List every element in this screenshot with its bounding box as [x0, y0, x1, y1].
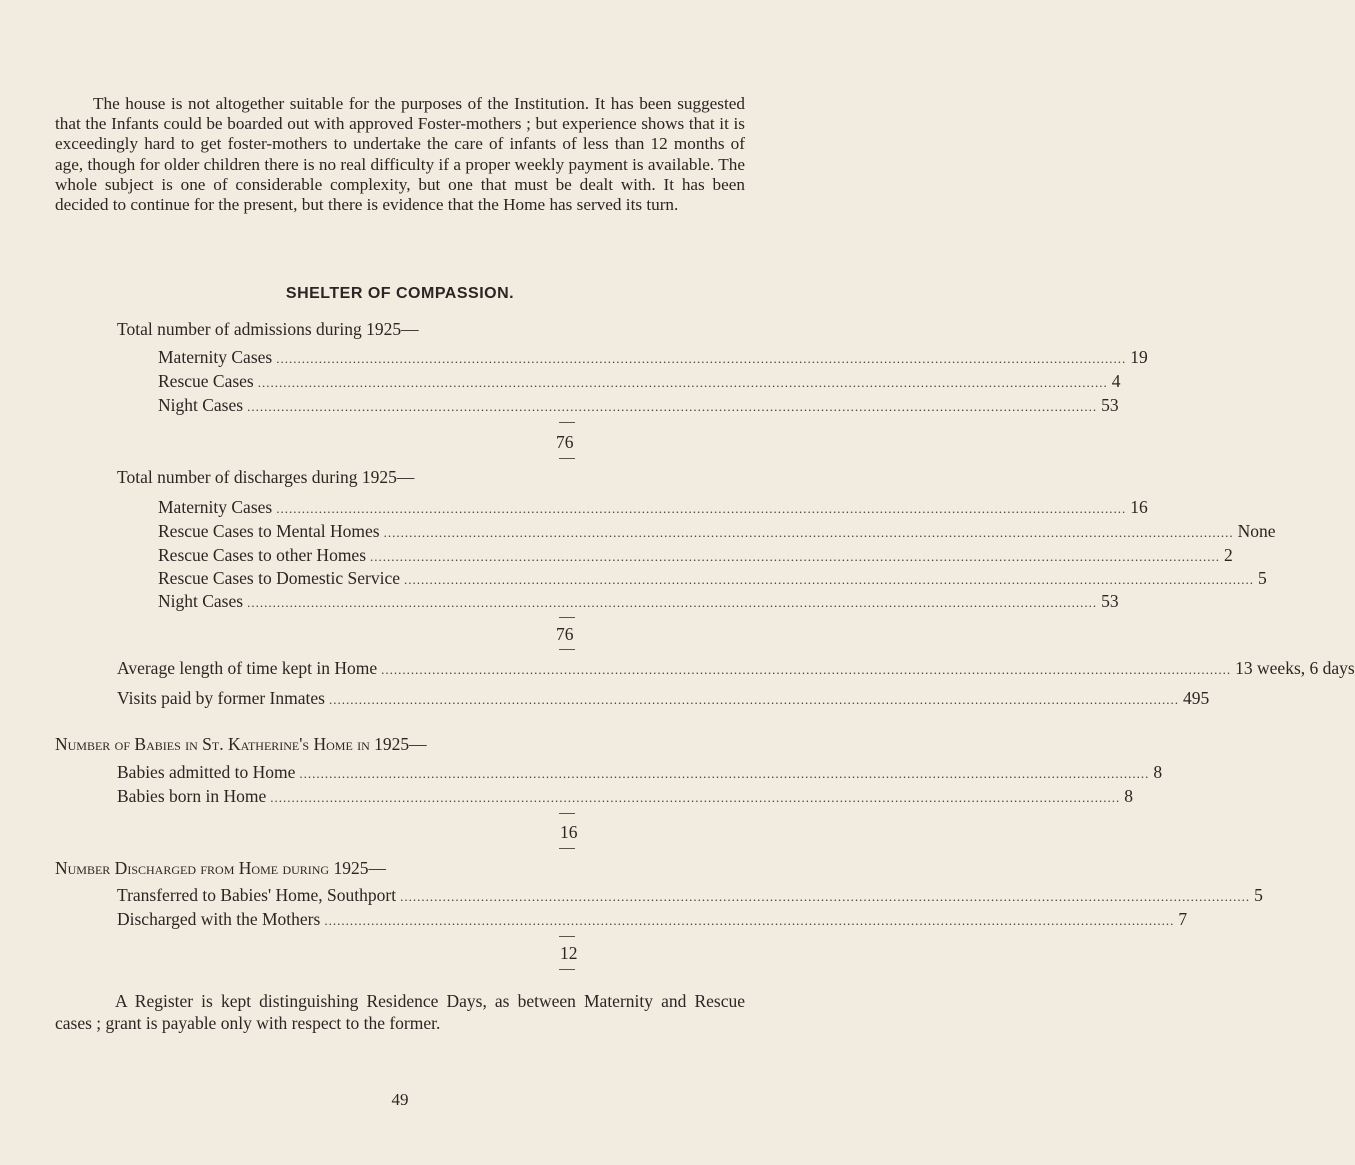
leader-dots: ........................................................................................................................................................................................................: [270, 790, 1121, 805]
row-value: 2: [1224, 545, 1233, 565]
row-value: 4: [1111, 371, 1121, 391]
intro-paragraph: The house is not altogether suitable for the purposes of the Institution. It has been suggested that the Infants could be boarded out with approved Foster-mothers ; but experience shows that it is exceedingly hard to get foster-mothers to undertake the care of infants of less than 12 months of age, though for older children there is no real difficulty if a proper weekly payment is available. The whole subject is one of considerable complexity, but one that must be dealt with. It has been decided to continue for the present, but there is evidence that the Home has served its turn.: [55, 94, 745, 215]
admissions-total: 76: [556, 432, 574, 452]
sum-rule: [559, 969, 575, 970]
page-number: 49: [391, 1090, 409, 1109]
admissions-row: [158, 345, 1148, 369]
babies-row: [117, 760, 1163, 784]
leader-dots: ........................................................................................................................................................................................................: [247, 595, 1098, 610]
row-label: Rescue Cases to other Homes: [158, 545, 367, 565]
sum-rule: [559, 848, 575, 849]
row-value: 19: [1130, 347, 1148, 367]
sum-rule: [559, 422, 575, 423]
row-label: Maternity Cases: [158, 497, 273, 517]
row-label: Average length of time kept in Home: [117, 658, 378, 678]
babies-total: 16: [560, 822, 578, 842]
sum-rule: [559, 617, 575, 618]
row-label: Transferred to Babies' Home, Southport: [117, 885, 397, 905]
leader-dots: ........................................................................................................................................................................................................: [276, 351, 1127, 366]
row-value: 16: [1130, 497, 1148, 517]
leader-dots: ........................................................................................................................................................................................................: [404, 572, 1255, 587]
section-heading: SHELTER OF COMPASSION.: [285, 285, 515, 302]
row-value: 13 weeks, 6 days: [1235, 658, 1355, 678]
discharges-lead: Total number of discharges during 1925—: [117, 467, 415, 487]
row-value: 5: [1254, 885, 1263, 905]
row-value: 8: [1153, 762, 1163, 782]
sum-rule: [559, 813, 575, 814]
leader-dots: ........................................................................................................................................................................................................: [276, 501, 1127, 516]
discharges-row: [158, 495, 1148, 519]
discharges-total: 76: [556, 624, 574, 644]
sum-rule: [559, 458, 575, 459]
discharged-total: 12: [560, 943, 578, 963]
leader-dots: ........................................................................................................................................................................................................: [381, 662, 1232, 677]
discharged-lead: Number Discharged from Home during 1925—: [55, 858, 386, 878]
admissions-row: [158, 393, 1119, 417]
discharges-row: [158, 543, 1233, 567]
row-label: Rescue Cases to Domestic Service: [158, 568, 401, 588]
babies-lead: Number of Babies in St. Katherine's Home in 1925—: [55, 734, 427, 754]
row-label: Rescue Cases to Mental Homes: [158, 521, 380, 541]
row-label: Babies admitted to Home: [117, 762, 296, 782]
visits-row: [117, 686, 1210, 710]
admissions-row: [158, 369, 1121, 393]
row-label: Night Cases: [158, 591, 244, 611]
row-label: Visits paid by former Inmates: [117, 688, 325, 708]
leader-dots: ........................................................................................................................................................................................................: [328, 692, 1179, 707]
row-value: 53: [1101, 591, 1119, 611]
discharges-row: [158, 589, 1119, 613]
discharges-row: [158, 519, 1276, 543]
admissions-lead: Total number of admissions during 1925—: [117, 319, 419, 339]
row-value: 53: [1101, 395, 1119, 415]
row-label: Discharged with the Mothers: [117, 909, 321, 929]
row-value: None: [1237, 521, 1276, 541]
row-value: 7: [1178, 909, 1188, 929]
sum-rule: [559, 936, 575, 937]
row-value: 5: [1258, 568, 1267, 588]
leader-dots: ........................................................................................................................................................................................................: [257, 375, 1108, 390]
row-label: Rescue Cases: [158, 371, 254, 391]
babies-row: [117, 784, 1133, 808]
average-length-row: [117, 656, 1355, 680]
leader-dots: ........................................................................................................................................................................................................: [324, 913, 1175, 928]
row-label: Babies born in Home: [117, 786, 267, 806]
leader-dots: ........................................................................................................................................................................................................: [299, 766, 1150, 781]
discharged-row: [117, 883, 1263, 907]
leader-dots: ........................................................................................................................................................................................................: [400, 889, 1251, 904]
sum-rule: [559, 649, 575, 650]
leader-dots: ........................................................................................................................................................................................................: [370, 549, 1221, 564]
leader-dots: ........................................................................................................................................................................................................: [383, 525, 1234, 540]
discharged-row: [117, 907, 1188, 931]
row-label: Maternity Cases: [158, 347, 273, 367]
row-label: Night Cases: [158, 395, 244, 415]
discharges-row: [158, 566, 1267, 590]
closing-paragraph: A Register is kept distinguishing Residence Days, as between Maternity and Rescue cases ; grant is payable only with respect to the former.: [55, 991, 745, 1033]
leader-dots: ........................................................................................................................................................................................................: [247, 399, 1098, 414]
row-value: 8: [1124, 786, 1133, 806]
row-value: 495: [1182, 688, 1210, 708]
